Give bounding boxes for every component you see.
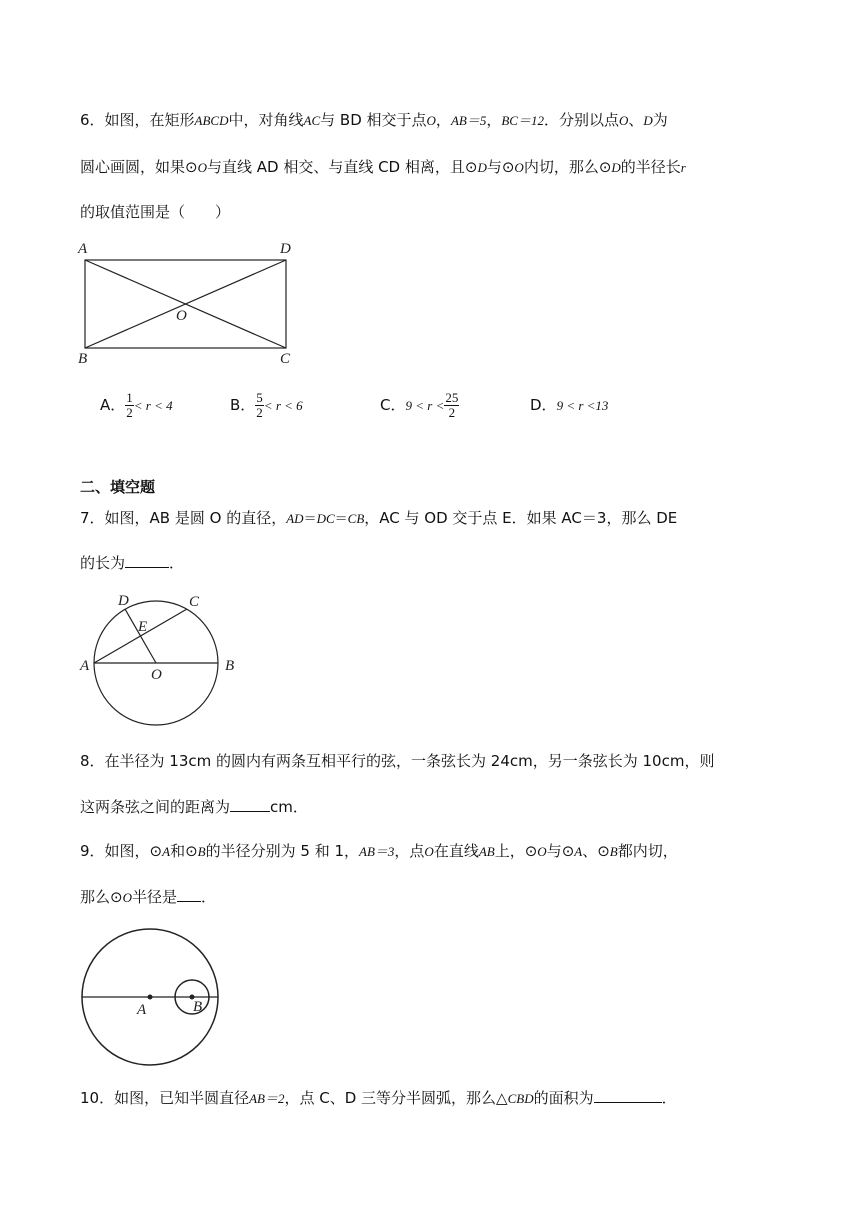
math-ac: AC — [303, 113, 321, 128]
fraction: $\frac{25}{2}$ — [445, 390, 459, 420]
answer-blank[interactable] — [177, 887, 201, 902]
q6-option-c[interactable]: C．9 < r < $\frac{25}{2}$ — [380, 390, 459, 420]
point-a — [148, 995, 153, 1000]
q9-line-2: 那么⊙O半径是 ． — [80, 888, 216, 906]
label-o: O — [151, 667, 162, 683]
label-d: D — [280, 241, 291, 257]
q6-option-d[interactable]: D．9 < r <13 — [530, 396, 609, 414]
label-a: A — [78, 241, 88, 257]
math-o: O — [426, 113, 436, 128]
q6-line-1: 6．如图，在矩形ABCD中，对角线AC与 BD 相交于点O，AB＝5，BC＝12．分别以点O、D为 — [80, 111, 668, 129]
q6-line-3: 的取值范围是（ ） — [80, 203, 231, 221]
label-b: B — [225, 658, 235, 674]
q7-line-1: 7．如图，AB 是圆 O 的直径，AD＝DC＝CB，AC 与 OD 交于点 E．如果 AC＝3，那么 DE — [80, 509, 678, 527]
q7-circle-figure — [76, 590, 246, 732]
label-c: C — [280, 351, 291, 367]
label-b: B — [193, 999, 203, 1015]
fraction: $\frac{5}{2}$ — [256, 390, 263, 420]
answer-blank[interactable] — [125, 553, 169, 568]
arc-cb: CB — [347, 511, 365, 526]
math-bc-eq: BC＝12 — [501, 113, 544, 128]
fraction: $\frac{1}{2}$ — [126, 390, 133, 420]
label-b: B — [78, 351, 88, 367]
q6-rectangle-figure — [70, 236, 310, 370]
label-a: A — [137, 1002, 147, 1018]
math-ab-eq: AB＝5 — [450, 113, 487, 128]
answer-blank[interactable] — [594, 1088, 662, 1103]
section-heading: 二、填空题 — [80, 478, 156, 496]
answer-blank[interactable] — [230, 797, 270, 812]
segment-od — [125, 609, 156, 663]
q8-line-2: 这两条弦之间的距离为 cm． — [80, 798, 308, 816]
arc-ad: AD — [286, 511, 304, 526]
q7-line-2: 的长为 ． — [80, 554, 185, 572]
q8-line-1: 8．在半径为 13cm 的圆内有两条互相平行的弦，一条弦长为 24cm，另一条弦长为 10cm，则 — [80, 752, 715, 770]
q6-option-b[interactable]: B． $\frac{5}{2}$ < r < 6 — [230, 390, 303, 420]
q9-line-1: 9．如图，⊙A和⊙B的半径分别为 5 和 1，AB＝3，点O在直线AB上，⊙O与⊙A、⊙B都内切， — [80, 842, 678, 860]
q10-line-1: 10．如图，已知半圆直径AB＝2，点 C、D 三等分半圆弧，那么△CBD的面积为 ． — [80, 1089, 677, 1107]
label-c: C — [189, 594, 200, 610]
q6-line-2: 圆心画圆，如果⊙O与直线 AD 相交、与直线 CD 相离，且⊙D与⊙O内切，那么⊙D的半径长r — [80, 158, 686, 176]
arc-dc: DC — [316, 511, 335, 526]
label-d: D — [118, 593, 129, 609]
q6-option-a[interactable]: A． $\frac{1}{2}$ < r < 4 — [100, 390, 173, 420]
label-e: E — [138, 619, 148, 635]
label-o: O — [176, 308, 187, 324]
q9-circles-figure — [80, 927, 224, 1069]
math-abcd: ABCD — [194, 113, 229, 128]
label-a: A — [80, 658, 90, 674]
